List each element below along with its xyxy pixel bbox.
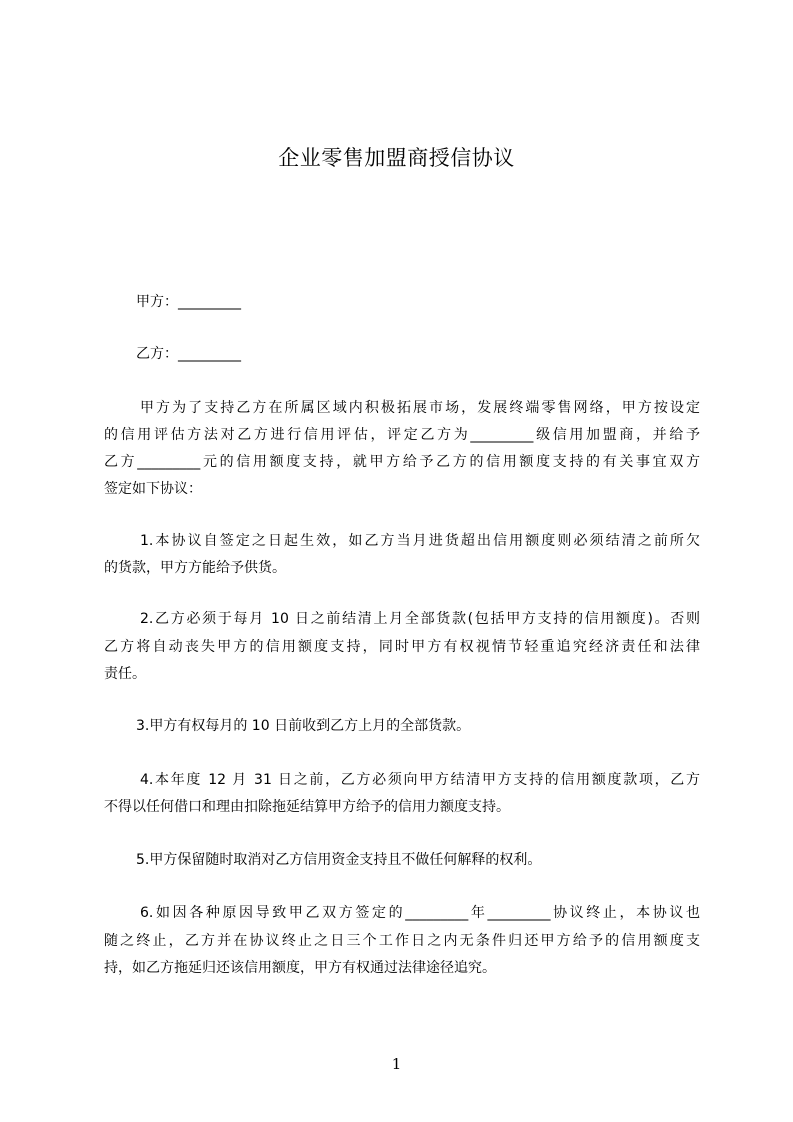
intro-line-2: 的信用评估方法对乙方进行信用评估，评定乙方为_________级信用加盟商，并给予: [104, 427, 700, 443]
clause-1-line-1: 1.本协议自签定之日起生效，如乙方当月进货超出信用额度则必须结清之前所欠: [140, 533, 700, 549]
clause-2-line-2: 乙方将自动丧失甲方的信用额度支持，同时甲方有权视情节轻重追究经济责任和法律: [104, 639, 700, 655]
party-b-line: 乙方：_________: [136, 346, 241, 362]
intro-line-1: 甲方为了支持乙方在所属区域内积极拓展市场，发展终端零售网络，甲方按设定: [140, 400, 700, 416]
party-a-line: 甲方：_________: [136, 294, 241, 310]
clause-5-line-1: 5.甲方保留随时取消对乙方信用资金支持且不做任何解释的权利。: [136, 852, 542, 868]
clause-4-line-1: 4.本年度 12 月 31 日之前，乙方必须向甲方结清甲方支持的信用额度款项，乙方: [140, 772, 700, 788]
clause-2-line-1: 2.乙方必须于每月 10 日之前结清上月全部货款(包括甲方支持的信用额度)。否则: [140, 611, 700, 627]
page-number: 1: [391, 1055, 402, 1073]
clause-6-line-3: 持，如乙方拖延归还该信用额度，甲方有权通过法律途径追究。: [104, 960, 496, 976]
clause-1-line-2: 的货款，甲方方能给予供货。: [104, 560, 286, 576]
clause-6-line-2: 随之终止，乙方并在协议终止之日三个工作日之内无条件归还甲方给予的信用额度支: [104, 933, 700, 949]
intro-line-3: 乙方_________元的信用额度支持，就甲方给予乙方的信用额度支持的有关事宜双方: [104, 454, 700, 470]
clause-4-line-2: 不得以任何借口和理由扣除拖延结算甲方给予的信用力额度支持。: [104, 799, 510, 815]
clause-2-line-3: 责任。: [104, 666, 146, 682]
clause-6-line-1: 6.如因各种原因导致甲乙双方签定的_________年_________协议终止，本协议也: [140, 905, 700, 921]
clause-3-line-1: 3.甲方有权每月的 10 日前收到乙方上月的全部货款。: [136, 718, 471, 734]
document-title: 企业零售加盟商授信协议: [278, 146, 515, 170]
intro-line-4: 签定如下协议：: [104, 481, 202, 497]
